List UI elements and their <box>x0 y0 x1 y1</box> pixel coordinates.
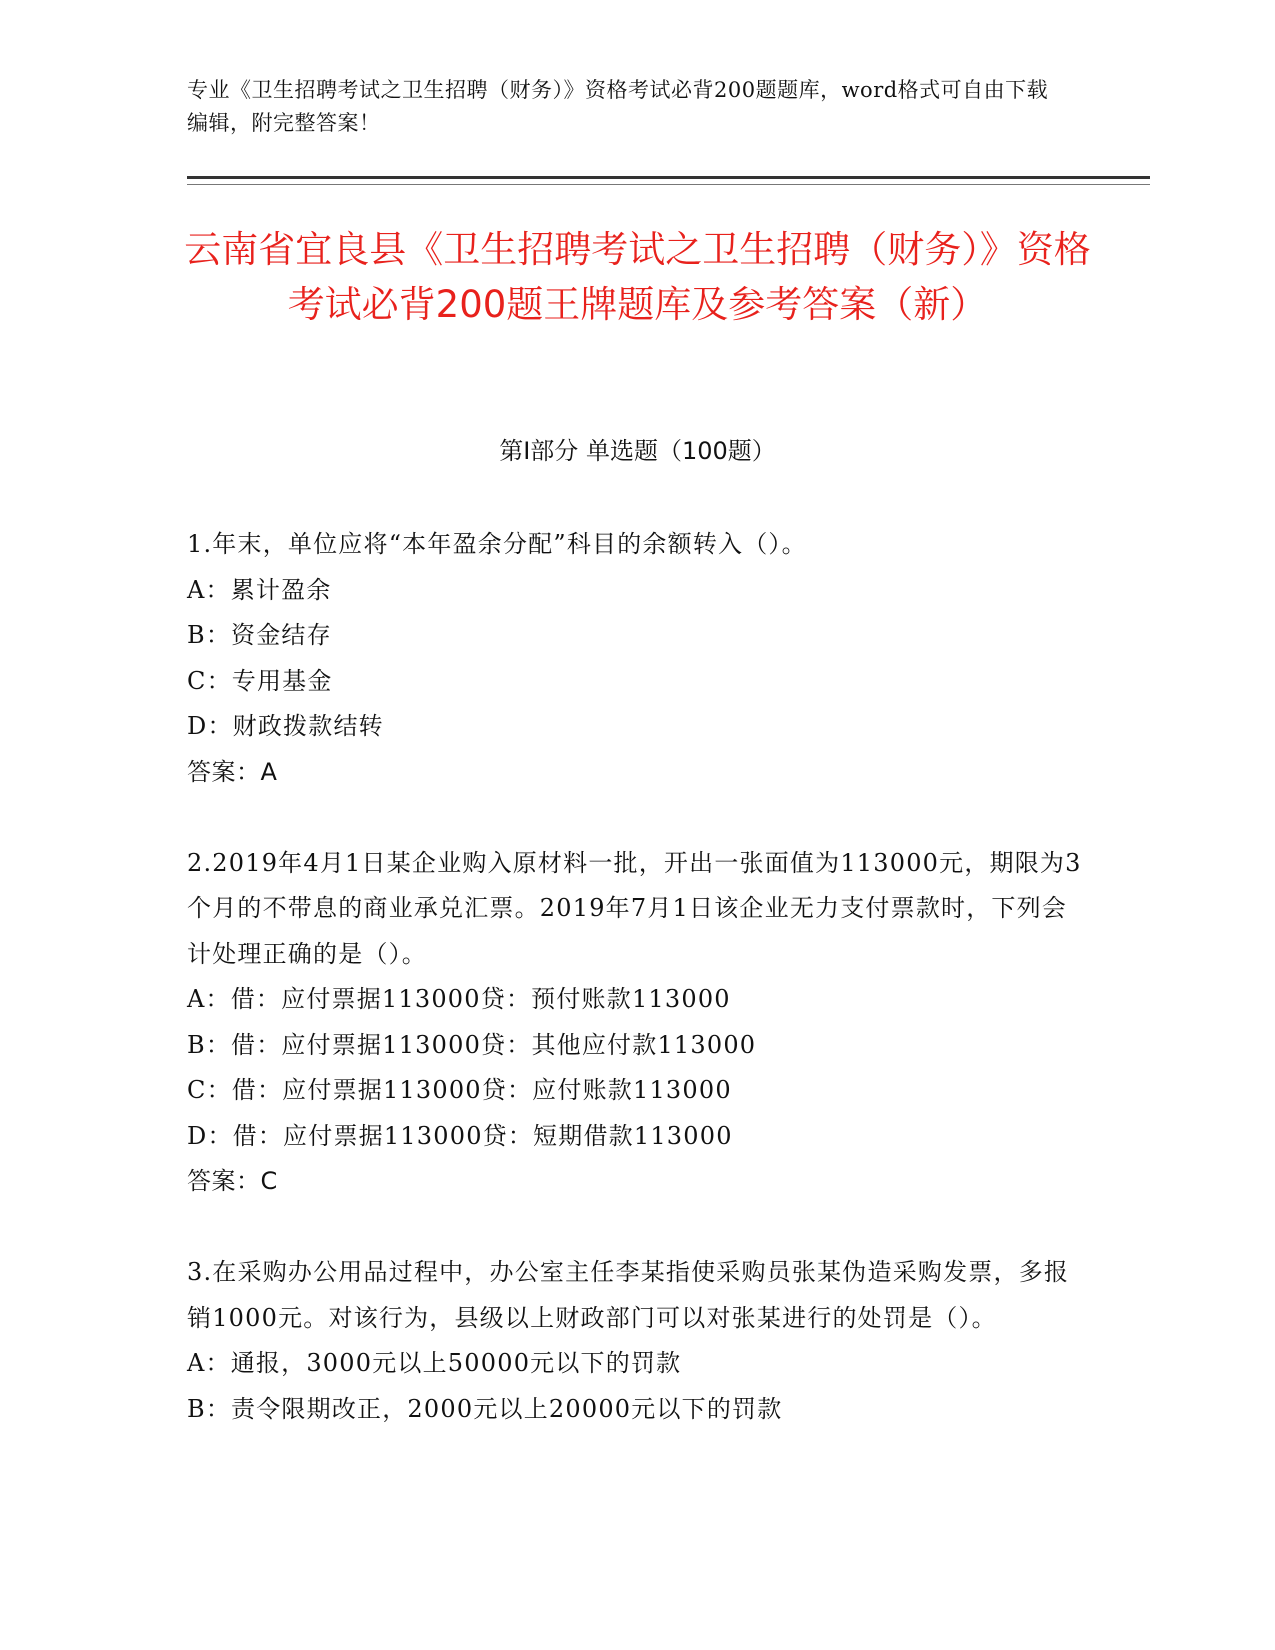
question-list <box>187 522 1087 1478</box>
option-b: B：责令限期改正，2000元以上20000元以下的罚款 <box>187 1394 783 1423</box>
section-heading: 第I部分 单选题（100题） <box>499 437 776 465</box>
answer: 答案：A <box>187 757 278 786</box>
header-note: 专业《卫生招聘考试之卫生招聘（财务）》资格考试必背200题题库，word格式可自由下载编辑，附完整答案！ <box>187 78 1049 135</box>
option-d: D：财政拨款结转 <box>187 712 384 740</box>
question-stem: 1.年末，单位应将“本年盈余分配”科目的余额转入（）。 <box>187 530 807 558</box>
option-c: C：专用基金 <box>187 666 333 695</box>
option-c: C：借：应付票据113000贷：应付账款113000 <box>187 1076 732 1104</box>
header-rule-thin <box>187 184 1150 185</box>
question-stem: 2.2019年4月1日某企业购入原材料一批，开出一张面值为113000元，期限为3个月的不带息的商业承兑汇票。2019年7月1日该企业无力支付票款时，下列会计处理正确的是（）。 <box>187 848 1082 968</box>
document-title: 云南省宜良县《卫生招聘考试之卫生招聘（财务）》资格考试必背200题王牌题库及参考答案（新） <box>184 228 1091 326</box>
answer: 答案：C <box>187 1167 278 1195</box>
header-rule-thick <box>187 176 1150 179</box>
option-d: D：借：应付票据113000贷：短期借款113000 <box>187 1121 733 1150</box>
option-b: B：资金结存 <box>187 621 332 649</box>
option-b: B：借：应付票据113000贷：其他应付款113000 <box>187 1030 757 1059</box>
question-2 <box>187 841 1087 1205</box>
question-stem: 3.在采购办公用品过程中，办公室主任李某指使采购员张某伪造采购发票，多报销1000元。对该行为，县级以上财政部门可以对张某进行的处罚是（）。 <box>187 1258 1070 1332</box>
option-a: A：通报，3000元以上50000元以下的罚款 <box>187 1349 682 1377</box>
question-1 <box>187 522 1087 795</box>
option-a: A：借：应付票据113000贷：预付账款113000 <box>187 985 731 1013</box>
question-3 <box>187 1250 1087 1432</box>
option-a: A：累计盈余 <box>187 575 332 604</box>
